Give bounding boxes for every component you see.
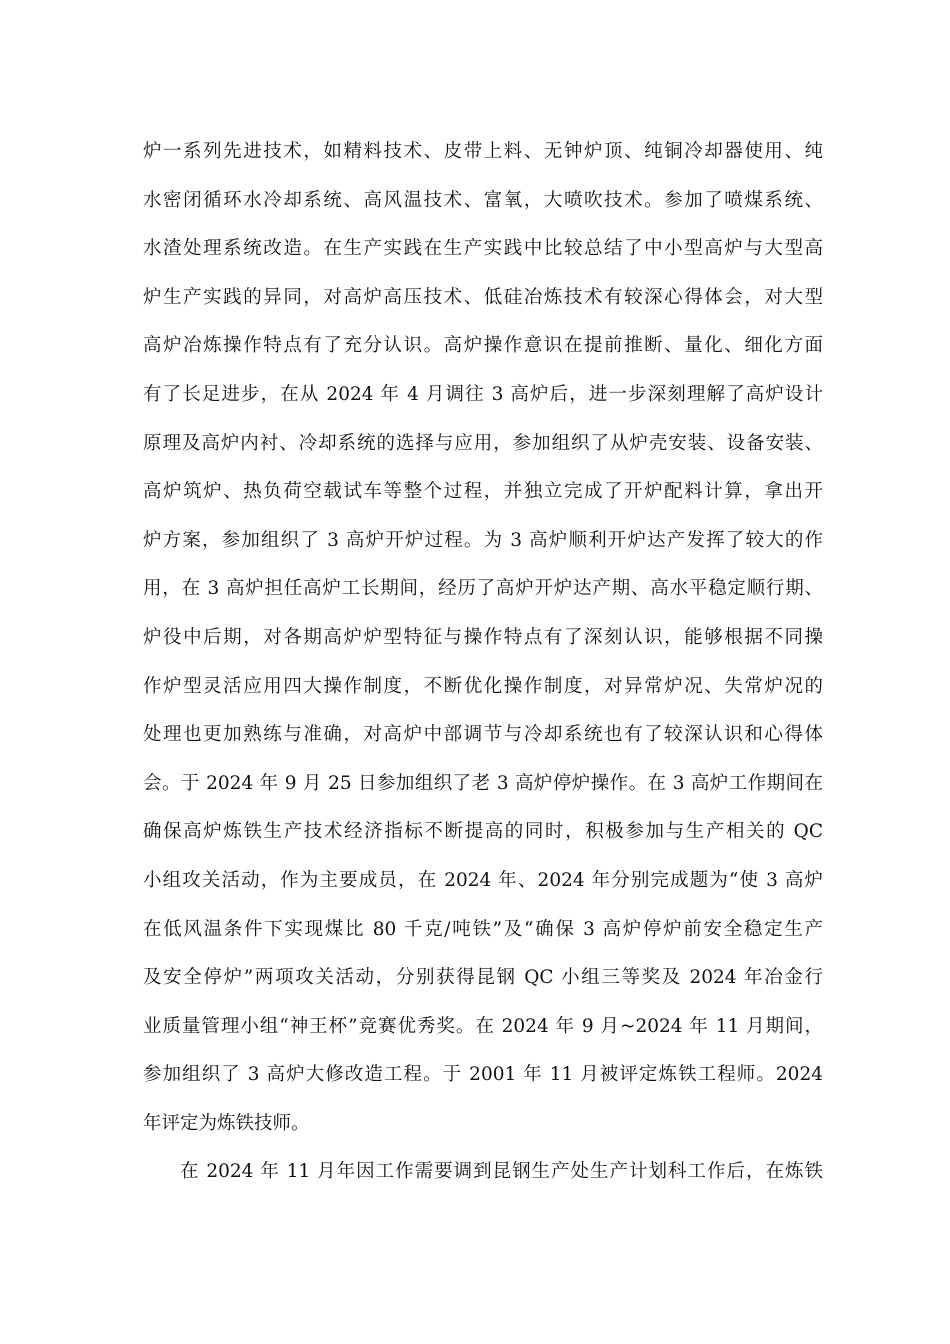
text-line: 炉方案，参加组织了 3 高炉开炉过程。为 3 高炉顺利开炉达产发挥了较大的作: [143, 529, 823, 551]
text-line: 参加组织了 3 高炉大修改造工程。于 2001 年 11 月被评定炼铁工程师。2024: [143, 1064, 823, 1086]
body-text: [143, 128, 823, 1197]
text-line: 高炉筑炉、热负荷空载试车等整个过程，并独立完成了开炉配料计算，拿出开: [143, 481, 823, 503]
text-line: 在低风温条件下实现煤比 80 千克/吨铁”及“确保 3 高炉停炉前安全稳定生产: [143, 918, 823, 940]
text-line: 确保高炉炼铁生产技术经济指标不断提高的同时，积极参加与生产相关的 QC: [143, 821, 823, 843]
paragraph-start-line: 在 2024 年 11 月年因工作需要调到昆钢生产处生产计划科工作后，在炼铁: [180, 1161, 823, 1183]
text-line: 炉生产实践的异同，对高炉高压技术、低硅冶炼技术有较深心得体会，对大型: [143, 286, 823, 308]
text-line: 炉一系列先进技术，如精料技术、皮带上料、无钟炉顶、纯铜冷却器使用、纯: [143, 141, 823, 162]
text-line: 高炉冶炼操作特点有了充分认识。高炉操作意识在提前推断、量化、细化方面: [143, 335, 823, 357]
text-line: 有了长足进步，在从 2024 年 4 月调往 3 高炉后，进一步深刻理解了高炉设计: [143, 383, 823, 405]
text-line: 水渣处理系统改造。在生产实践在生产实践中比较总结了中小型高炉与大型高: [143, 238, 823, 260]
text-line: 年评定为炼铁技师。: [143, 1112, 310, 1134]
text-line: 小组攻关活动，作为主要成员，在 2024 年、2024 年分别完成题为“使 3 高炉: [143, 869, 823, 891]
text-line: 作炉型灵活应用四大操作制度，不断优化操作制度，对异常炉况、失常炉况的: [143, 675, 823, 697]
text-line: 用，在 3 高炉担任高炉工长期间，经历了高炉开炉达产期、高水平稳定顺行期、: [143, 578, 823, 600]
text-line: 业质量管理小组“神王杯”竞赛优秀奖。在 2024 年 9 月~2024 年 11 月期间，: [143, 1015, 823, 1037]
text-line: 及安全停炉”两项攻关活动，分别获得昆钢 QC 小组三等奖及 2024 年冶金行: [143, 967, 823, 989]
text-line: 处理也更加熟练与准确，对高炉中部调节与冷却系统也有了较深认识和心得体: [143, 724, 823, 746]
text-line: 原理及高炉内衬、冷却系统的选择与应用，参加组织了从炉壳安装、设备安装、: [143, 432, 823, 454]
text-line: 水密闭循环水冷却系统、高风温技术、富氧，大喷吹技术。参加了喷煤系统、: [143, 189, 823, 211]
text-line: 炉役中后期，对各期高炉炉型特征与操作特点有了深刻认识，能够根据不同操: [143, 626, 823, 648]
text-line: 会。于 2024 年 9 月 25 日参加组织了老 3 高炉停炉操作。在 3 高炉工作期间在: [143, 772, 823, 794]
